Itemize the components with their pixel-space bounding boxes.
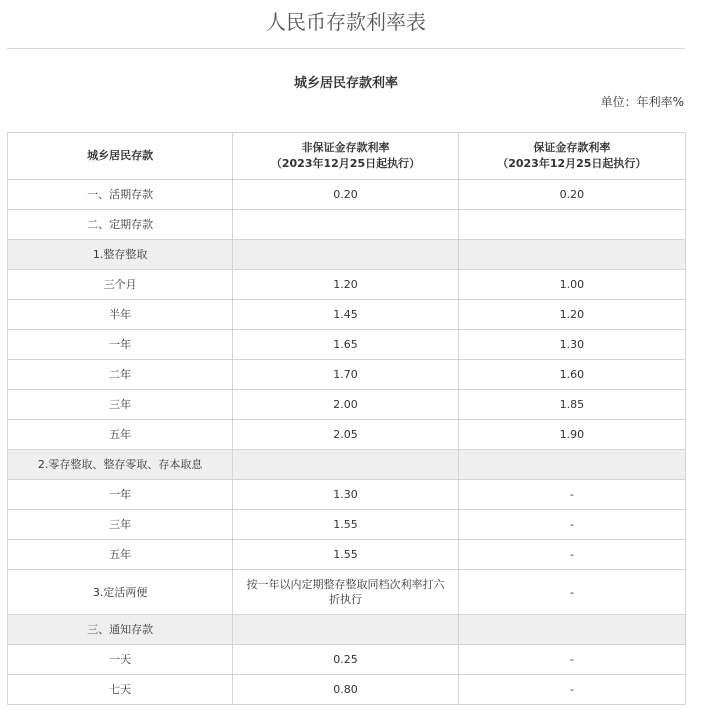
margin-rate	[458, 210, 685, 240]
margin-rate: -	[458, 675, 685, 705]
row-label: 1.整存整取	[8, 240, 233, 270]
non-margin-rate: 按一年以内定期整存整取同档次利率打六折执行	[233, 570, 458, 615]
row-label: 三个月	[8, 270, 233, 300]
margin-rate: 1.85	[458, 390, 685, 420]
margin-rate: -	[458, 645, 685, 675]
margin-rate	[458, 615, 685, 645]
table-row	[8, 360, 686, 390]
non-margin-rate	[233, 450, 458, 480]
margin-rate: 1.90	[458, 420, 685, 450]
margin-rate: 1.00	[458, 270, 685, 300]
row-label: 七天	[8, 675, 233, 705]
margin-rate	[458, 240, 685, 270]
margin-rate	[458, 450, 685, 480]
row-label: 一年	[8, 480, 233, 510]
page-title: 人民币存款利率表	[266, 10, 426, 34]
margin-rate: 1.60	[458, 360, 685, 390]
non-margin-rate: 0.20	[233, 180, 458, 210]
table-row	[8, 420, 686, 450]
non-margin-rate: 0.80	[233, 675, 458, 705]
row-label: 3.定活两便	[8, 570, 233, 615]
table-row	[8, 645, 686, 675]
non-margin-rate: 2.00	[233, 390, 458, 420]
header-margin-rate: 保证金存款利率 （2023年12月25日起执行）	[458, 133, 685, 180]
unit-note: 单位：年利率%	[600, 95, 684, 109]
margin-rate: 1.30	[458, 330, 685, 360]
row-label: 一、活期存款	[8, 180, 233, 210]
margin-rate: 0.20	[458, 180, 685, 210]
table-row	[8, 300, 686, 330]
row-label: 三、通知存款	[8, 615, 233, 645]
non-margin-rate: 1.55	[233, 510, 458, 540]
non-margin-rate: 0.25	[233, 645, 458, 675]
table-row	[8, 330, 686, 360]
row-label: 一年	[8, 330, 233, 360]
non-margin-rate	[233, 240, 458, 270]
table-row	[8, 270, 686, 300]
table-section-row	[8, 450, 686, 480]
table-row	[8, 675, 686, 705]
table-row	[8, 510, 686, 540]
margin-rate: -	[458, 510, 685, 540]
table-row	[8, 570, 686, 615]
non-margin-rate: 2.05	[233, 420, 458, 450]
header-deposit-type: 城乡居民存款	[8, 133, 233, 180]
header-non-margin-rate: 非保证金存款利率 （2023年12月25日起执行）	[233, 133, 458, 180]
row-label: 三年	[8, 390, 233, 420]
non-margin-rate	[233, 210, 458, 240]
table-row	[8, 390, 686, 420]
table-row	[8, 180, 686, 210]
row-label: 二年	[8, 360, 233, 390]
row-label: 一天	[8, 645, 233, 675]
table-row	[8, 480, 686, 510]
margin-rate: -	[458, 480, 685, 510]
table-section-row	[8, 240, 686, 270]
deposit-rate-table	[7, 132, 686, 705]
non-margin-rate	[233, 615, 458, 645]
row-label: 五年	[8, 540, 233, 570]
table-header-row	[8, 133, 686, 180]
row-label: 五年	[8, 420, 233, 450]
margin-rate: 1.20	[458, 300, 685, 330]
row-label: 2.零存整取、整存零取、存本取息	[8, 450, 233, 480]
section-title: 城乡居民存款利率	[293, 76, 398, 91]
non-margin-rate: 1.45	[233, 300, 458, 330]
row-label: 二、定期存款	[8, 210, 233, 240]
table-section-row	[8, 615, 686, 645]
table-row	[8, 540, 686, 570]
row-label: 三年	[8, 510, 233, 540]
non-margin-rate: 1.30	[233, 480, 458, 510]
row-label: 半年	[8, 300, 233, 330]
title-divider	[7, 48, 685, 49]
table-row	[8, 210, 686, 240]
margin-rate: -	[458, 570, 685, 615]
non-margin-rate: 1.20	[233, 270, 458, 300]
margin-rate: -	[458, 540, 685, 570]
non-margin-rate: 1.70	[233, 360, 458, 390]
non-margin-rate: 1.55	[233, 540, 458, 570]
non-margin-rate: 1.65	[233, 330, 458, 360]
